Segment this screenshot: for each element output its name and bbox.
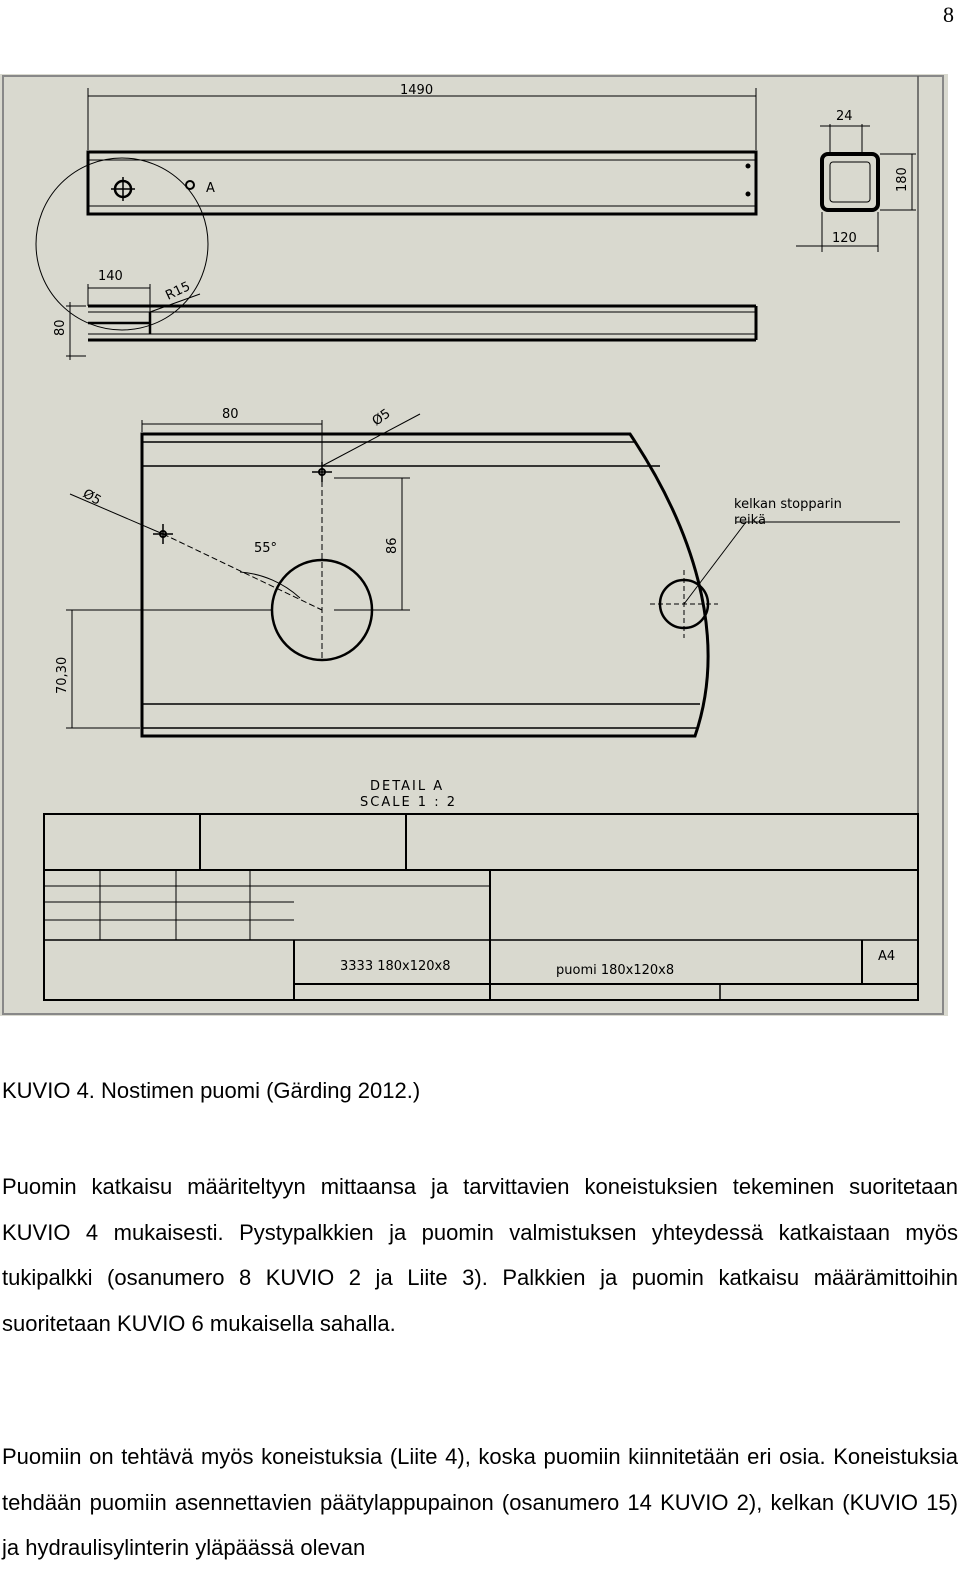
dim-height-label: 180 (895, 167, 910, 192)
title-block-sheet-size: A4 (878, 949, 896, 964)
dim-width-label: 120 (832, 231, 857, 246)
title-block-title: puomi 180x120x8 (556, 963, 675, 978)
dim-vertical-label: 86 (385, 537, 400, 554)
technical-drawing (0, 74, 948, 1016)
detail-scale: SCALE 1 : 2 (360, 795, 457, 810)
dim-angle-label: 55° (254, 541, 278, 556)
callout-line-2: reikä (734, 513, 766, 528)
dim-length-label: 1490 (400, 83, 434, 98)
drawing-svg (0, 74, 948, 1016)
page-number: 8 (943, 2, 954, 27)
dim-wall-label: 24 (836, 109, 853, 124)
dim-slot-height-label: 80 (53, 319, 68, 336)
detail-title: DETAIL A (370, 779, 445, 794)
title-block-part-number: 3333 180x120x8 (340, 959, 451, 974)
callout-line-1: kelkan stopparin (734, 497, 842, 512)
dim-vertical-2-label: 70,30 (55, 656, 70, 694)
dim-hole-dia-1-label: Ø5 (369, 406, 394, 430)
dim-radius-label: R15 (163, 279, 193, 304)
figure-caption: KUVIO 4. Nostimen puomi (Gärding 2012.) (2, 1078, 421, 1103)
dim-slot-length-label: 140 (98, 269, 123, 284)
dim-hole-offset-label: 80 (222, 407, 239, 422)
detail-marker: A (206, 181, 215, 196)
paragraph-2: Puomiin on tehtävä myös koneistuksia (Liite 4), koska puomiin kiinnitetään eri osia. Koneistuksia tehdään puomiin asennettavien päätylappupainon (osanumero 14 KUVIO 2), kelkan (KUVIO 15) ja hydraulisylinterin yläpäässä olevan (2, 1444, 958, 1560)
paragraph-1: Puomin katkaisu määriteltyyn mittaansa ja tarvittavien koneistuksien tekeminen suoritetaan KUVIO 4 mukaisesti. Pystypalkkien ja puomin valmistuksen yhteydessä katkaistaan myös tukipalkki (osanumero 8 KUVIO 2 ja Liite 3). Palkkien ja puomin katkaisu määrämittoihin suoritetaan KUVIO 6 mukaisella sahalla. (2, 1174, 958, 1336)
dim-hole-dia-2-label: Ø5 (80, 486, 104, 509)
